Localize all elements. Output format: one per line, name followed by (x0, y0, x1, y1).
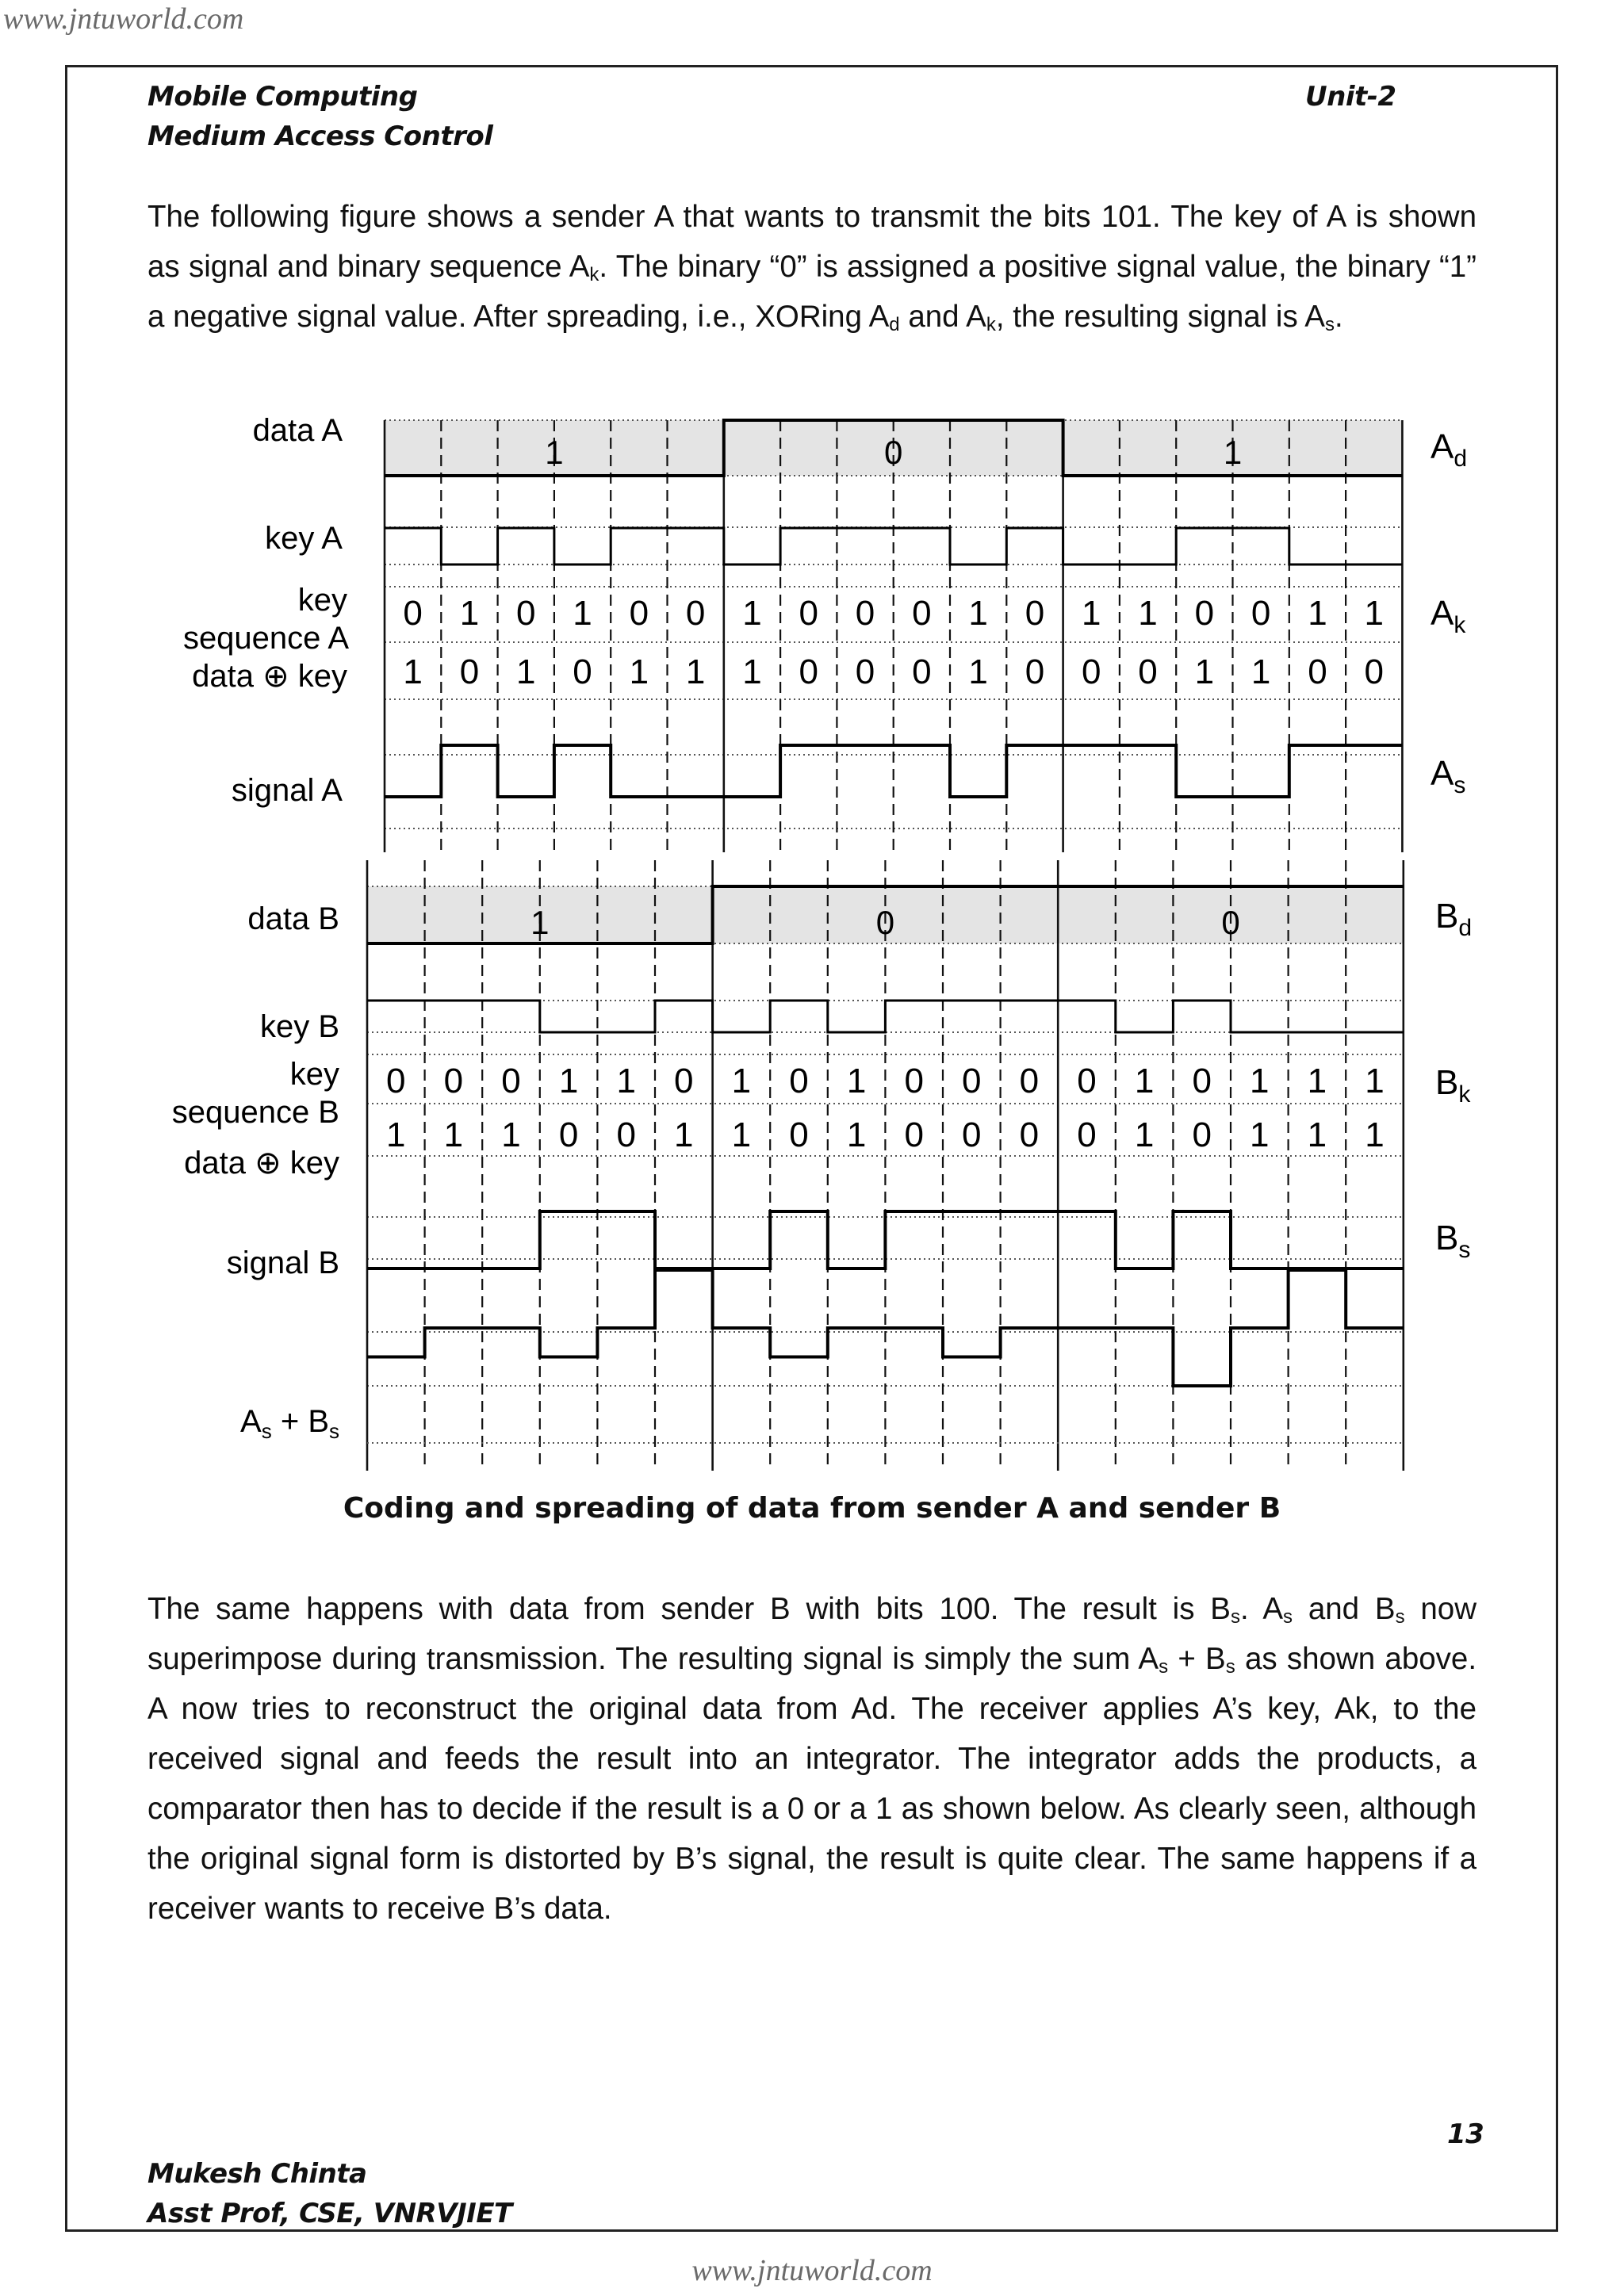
sender-a-key-digit: 0 (516, 594, 536, 633)
footer-author: Mukesh Chinta (147, 2158, 367, 2190)
sender-b-xor-digit: 1 (443, 1115, 464, 1154)
sender-a-xor-digit: 0 (459, 652, 480, 691)
sender-b-data-bit-label: 1 (530, 904, 550, 941)
sender-a-xor-digit: 0 (573, 652, 592, 691)
label-signal-a: signal A (231, 773, 343, 808)
sender-b-xor-digit: 0 (904, 1115, 924, 1154)
sender-b-key-digit: 1 (1250, 1062, 1270, 1100)
sender-a-key-digit: 1 (742, 594, 762, 633)
sender-b-xor-digit: 0 (962, 1115, 982, 1154)
page-number: 13 (1447, 2118, 1484, 2150)
right-label-bk: $B_k$ (1435, 1063, 1471, 1108)
sender-a-xor-digit: 1 (403, 652, 423, 691)
sender-b-key-digit: 0 (386, 1062, 406, 1100)
sender-a-xor-digit: 0 (1025, 652, 1045, 691)
sender-a-key-digit: 0 (1025, 594, 1045, 633)
sender-b-key-digit: 1 (846, 1062, 867, 1100)
sender-b-xor-digit: 1 (1365, 1115, 1385, 1154)
sender-b-xor-digit: 0 (558, 1115, 579, 1154)
sender-b-key-digit: 1 (616, 1062, 636, 1100)
right-label-bs: $B_s$ (1435, 1219, 1471, 1263)
sender-b-xor-digit: 0 (1192, 1115, 1212, 1154)
sender-a-key-digit: 0 (685, 594, 706, 633)
sender-b-key-digit: 1 (1134, 1062, 1155, 1100)
sender-a-xor-digit: 0 (855, 652, 875, 691)
header-course: Mobile Computing (147, 81, 418, 113)
sender-a-key-digit: 0 (1251, 594, 1271, 633)
sender-b-spread-waveform (367, 1211, 1404, 1269)
sender-a-key-digit: 1 (1308, 594, 1327, 633)
sender-a-xor-digit: 1 (1251, 652, 1271, 691)
sender-b-key-digit: 0 (904, 1062, 924, 1100)
sender-b-key-digit: 0 (443, 1062, 464, 1100)
footer-affiliation: Asst Prof, CSE, VNRVJIET (147, 2198, 512, 2229)
sender-b-xor-digit: 1 (501, 1115, 521, 1154)
sender-a-key-digit: 0 (855, 594, 875, 633)
label-xor-b: data ⊕ key (184, 1146, 339, 1181)
sender-b-xor-digit: 0 (1019, 1115, 1040, 1154)
label-key-seq-b-line2: sequence B (171, 1095, 339, 1130)
sender-a-key-digit: 1 (1138, 594, 1158, 633)
sender-a-xor-digit: 0 (799, 652, 818, 691)
sender-a-xor-digit: 1 (629, 652, 649, 691)
sender-b-key-digit: 0 (674, 1062, 694, 1100)
cdma-spreading-figure (0, 396, 1624, 1490)
sender-b-xor-digit: 1 (386, 1115, 406, 1154)
sender-a-xor-digit: 0 (912, 652, 932, 691)
sender-a-xor-digit: 0 (1308, 652, 1327, 691)
explanation-paragraph: The same happens with data from sender B with bits 100. The result is $B_s$. $A_s$ and $B_s$ now superimpose during transmission. The resulting signal is simply the sum $A_s + B_s$ as shown above. A now tries to reconstruct the original data from Ad. The receiver applies A’s key, Ak, to the received signal and feeds the result into an integrator. The integrator adds the products, a comparator then has to decide if the result is a 0 or a 1 as shown below. As clearly seen, although the original signal form is distorted by B’s signal, the result is quite clear. The same happens if a receiver wants to receive B’s data. (147, 1592, 1477, 1926)
sender-b-data-bit-label: 0 (1221, 904, 1240, 941)
label-signal-b: signal B (226, 1246, 339, 1280)
sender-b-key-digit: 0 (962, 1062, 982, 1100)
sender-a-key-digit: 1 (573, 594, 592, 633)
sender-b-key-waveform (367, 1001, 1404, 1032)
sender-a-data-bit-label: 0 (884, 434, 903, 471)
sender-a-xor-digit: 0 (1138, 652, 1158, 691)
right-label-ad: $A_d$ (1431, 427, 1468, 472)
sender-a-xor-digit: 0 (1364, 652, 1384, 691)
sender-a-key-digit: 0 (403, 594, 423, 633)
sender-b-xor-digit: 1 (674, 1115, 694, 1154)
label-sum: $A_s + B_s$ (240, 1404, 339, 1443)
sender-b-xor-digit: 1 (731, 1115, 752, 1154)
label-key-seq-a-line2: sequence A (182, 621, 349, 656)
sender-a-key-digit: 0 (799, 594, 818, 633)
sender-b-xor-digit: 1 (846, 1115, 867, 1154)
right-label-as: $A_s$ (1431, 754, 1466, 798)
sender-a-xor-digit: 1 (742, 652, 762, 691)
sender-b-key-digit: 0 (1019, 1062, 1040, 1100)
label-xor-a: data ⊕ key (192, 659, 347, 694)
sender-b-key-digit: 1 (731, 1062, 752, 1100)
figure-caption: Coding and spreading of data from sender A and sender B (343, 1492, 1281, 1525)
sender-a-xor-digit: 1 (968, 652, 988, 691)
sender-a-key-digit: 1 (459, 594, 480, 633)
sender-a-key-digit: 1 (1364, 594, 1384, 633)
label-key-b: key B (259, 1009, 339, 1044)
sender-a-key-digit: 0 (912, 594, 932, 633)
sender-b-key-digit: 1 (1365, 1062, 1385, 1100)
sender-a-data-bit-label: 1 (545, 434, 564, 471)
right-label-bd: $B_d$ (1435, 897, 1473, 941)
sender-b-xor-digit: 1 (1307, 1115, 1327, 1154)
sender-b-xor-digit: 1 (1250, 1115, 1270, 1154)
intro-paragraph: The following figure shows a sender A that wants to transmit the bits 101. The key of A is shown as signal and binary sequence $A_k$. The binary “0” is assigned a positive signal value, the binary “1” a negative signal value. After spreading, i.e., XORing $A_d$ and $A_k$, the resulting signal is $A_s$. (147, 200, 1477, 335)
sender-b-key-digit: 0 (501, 1062, 521, 1100)
sender-a-key-digit: 1 (968, 594, 988, 633)
sender-a-key-digit: 0 (1194, 594, 1215, 633)
sender-a-xor-digit: 1 (1194, 652, 1215, 691)
sender-b-xor-digit: 0 (789, 1115, 809, 1154)
sender-b-key-digit: 0 (789, 1062, 809, 1100)
watermark-bottom: www.jntuworld.com (691, 2254, 933, 2287)
sender-a-key-digit: 1 (1082, 594, 1101, 633)
sender-b-xor-digit: 0 (616, 1115, 636, 1154)
label-key-seq-b-line1: key (289, 1057, 339, 1092)
sender-b-key-digit: 1 (1307, 1062, 1327, 1100)
sender-a-key-digit: 0 (629, 594, 649, 633)
right-label-ak: $A_k$ (1431, 594, 1466, 638)
sender-a-xor-digit: 1 (516, 652, 536, 691)
label-data-a: data A (252, 413, 343, 448)
sender-b-key-digit: 0 (1077, 1062, 1097, 1100)
watermark-top: www.jntuworld.com (3, 2, 244, 36)
label-key-seq-a-line1: key (297, 583, 347, 618)
sender-b-key-digit: 0 (1192, 1062, 1212, 1100)
sender-b-data-bit-label: 0 (875, 904, 895, 941)
sender-b-xor-digit: 1 (1134, 1115, 1155, 1154)
sender-b-xor-digit: 0 (1077, 1115, 1097, 1154)
label-key-a: key A (265, 521, 343, 556)
header-topic: Medium Access Control (147, 121, 493, 152)
sender-a-data-bit-label: 1 (1223, 434, 1243, 471)
header-unit: Unit-2 (1305, 81, 1396, 113)
sender-b-key-digit: 1 (558, 1062, 579, 1100)
label-data-b: data B (247, 901, 339, 936)
sender-a-xor-digit: 1 (685, 652, 706, 691)
sender-a-xor-digit: 0 (1082, 652, 1101, 691)
